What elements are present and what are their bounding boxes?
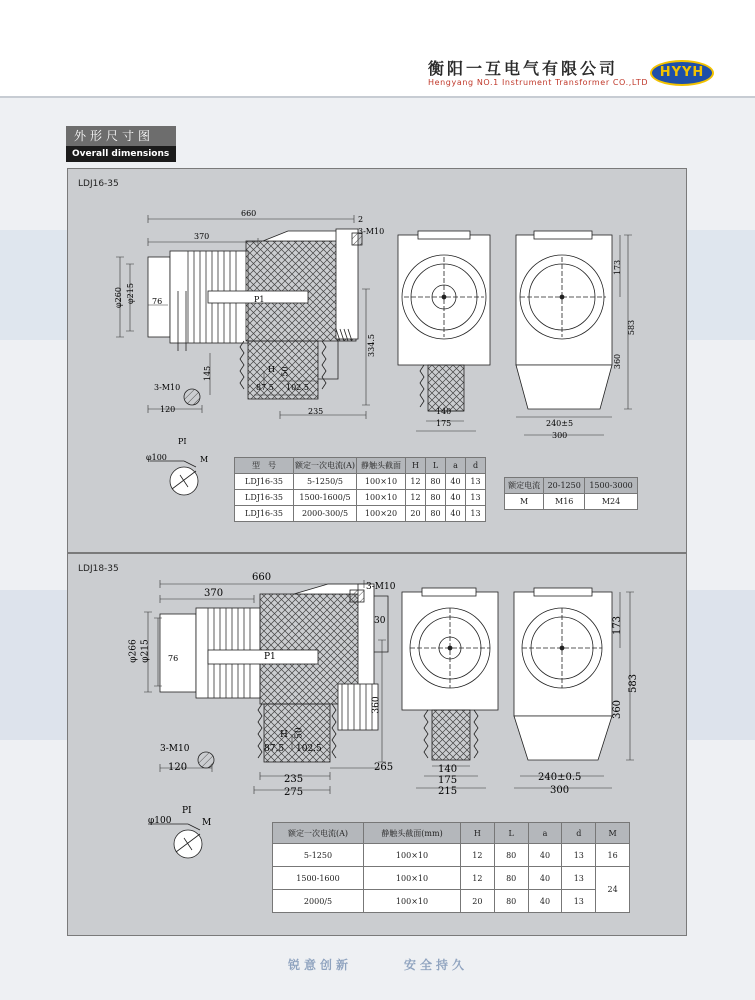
table-cell: 13 (466, 506, 486, 522)
ldj18-detail-m: M (202, 818, 212, 828)
table-header-cell: M (596, 823, 630, 844)
ldj16-dim-50: 50 (280, 366, 290, 377)
table-cell: 12 (406, 474, 426, 490)
table-cell: 40 (528, 867, 562, 890)
table-header-cell: 额定一次电流(A) (294, 458, 357, 474)
table-header-cell: 1500-3000 (585, 478, 638, 494)
ldj16-panel (67, 168, 687, 553)
ldj18-side-view (160, 584, 388, 768)
ldj16-dim-240: 240±5 (546, 419, 574, 428)
company-logo: HYYH (650, 60, 714, 86)
table-header-cell: 静触头截面 (357, 458, 406, 474)
table-cell: 40 (528, 844, 562, 867)
ldj16-side-view (148, 229, 362, 405)
table-cell: 13 (562, 867, 596, 890)
ldj18-p1-detail (148, 824, 202, 858)
ldj18-detail-phi100: φ100 (148, 816, 172, 826)
ldj16-dim-m10-low: 3-M10 (154, 383, 181, 392)
ldj16-dim-173: 173 (613, 259, 623, 276)
ldj16-m-table (504, 477, 638, 510)
ldj18-dim-p1: P1 (264, 652, 276, 662)
table-cell: M (505, 494, 544, 510)
ldj16-dim-660: 660 (241, 209, 257, 218)
table-cell: 20 (406, 506, 426, 522)
table-cell: 20 (461, 890, 495, 913)
table-cell: 80 (494, 844, 528, 867)
table-cell: 100×10 (357, 474, 406, 490)
table-header-cell: H (406, 458, 426, 474)
ldj18-dim-30: 30 (374, 616, 386, 626)
table-cell: 80 (426, 506, 446, 522)
table-header-cell: 额定电流 (505, 478, 544, 494)
ldj18-dim-175: 175 (438, 775, 458, 786)
table-header-cell: 型 号 (235, 458, 294, 474)
table-row (235, 490, 486, 506)
ldj16-p1-detail (150, 461, 198, 495)
ldj18-dim-76: 76 (168, 654, 179, 663)
table-cell: LDJ16-35 (235, 490, 294, 506)
table-cell: 80 (426, 474, 446, 490)
table-cell: 12 (461, 844, 495, 867)
table-header-cell: d (562, 823, 596, 844)
table-cell: 24 (596, 867, 630, 913)
ldj18-dim-h: H (280, 730, 288, 740)
ldj18-dim-265: 265 (374, 762, 394, 773)
header-divider (0, 96, 755, 98)
ldj18-dim-m10-low: 3-M10 (160, 744, 190, 754)
table-cell: 40 (446, 506, 466, 522)
table-cell: 100×10 (364, 844, 461, 867)
ldj16-front-view (398, 231, 490, 431)
table-cell: 2000-300/5 (294, 506, 357, 522)
ldj16-dim-phi260: φ260 (113, 287, 123, 308)
ldj18-dim-140: 140 (438, 764, 458, 775)
table-cell: LDJ16-35 (235, 474, 294, 490)
table-cell: M24 (585, 494, 638, 510)
company-name-en: Hengyang NO.1 Instrument Transformer CO.,LTD (428, 78, 649, 87)
table-cell: 1500-1600/5 (294, 490, 357, 506)
ldj18-dim-phi215: φ215 (140, 639, 151, 663)
ldj18-dim-50: 50 (294, 727, 305, 739)
table-cell: 2000/5 (273, 890, 364, 913)
table-cell: 12 (406, 490, 426, 506)
table-row (505, 494, 638, 510)
ldj18-dim-102-5: 102.5 (296, 744, 322, 754)
ldj18-dim-275: 275 (284, 787, 304, 798)
ldj18-dim-173: 173 (612, 615, 624, 636)
ldj18-spec-table (272, 822, 630, 913)
ldj16-dim-583: 583 (627, 319, 637, 336)
table-cell: 16 (596, 844, 630, 867)
ldj18-detail-pi: PI (182, 806, 192, 816)
table-cell: 1500-1600 (273, 867, 364, 890)
table-header-cell: 静触头截面(mm) (364, 823, 461, 844)
ldj16-dim-2: 2 (358, 215, 364, 224)
section-title-en: Overall dimensions (66, 146, 176, 162)
table-header-cell: d (466, 458, 486, 474)
ldj18-panel (67, 553, 687, 936)
table-header-cell: 额定一次电流(A) (273, 823, 364, 844)
table-cell: 13 (562, 844, 596, 867)
ldj18-dim-240: 240±0.5 (538, 772, 582, 783)
table-cell: 5-1250 (273, 844, 364, 867)
ldj18-dim-360b: 360 (612, 699, 624, 720)
ldj16-dim-h: H (268, 365, 275, 374)
ldj16-dim-76: 76 (152, 297, 163, 306)
ldj18-dim-215: 215 (438, 786, 458, 797)
ldj16-dim-120: 120 (160, 405, 176, 414)
table-cell: 13 (466, 490, 486, 506)
table-cell: M16 (544, 494, 585, 510)
ldj16-dim-145: 145 (203, 365, 213, 382)
table-row (273, 844, 630, 867)
ldj16-dim-102-5: 102.5 (286, 383, 309, 392)
ldj16-dim-87-5: 87.5 (256, 383, 274, 392)
section-title-cn: 外形尺寸图 (66, 126, 176, 146)
ldj16-table-header-row (235, 458, 486, 474)
footer-slogan-left: 锐意创新 (288, 958, 353, 972)
ldj18-dim-300: 300 (550, 785, 570, 796)
table-cell: 100×10 (364, 867, 461, 890)
ldj16-detail-pi: PI (178, 437, 187, 446)
table-cell: 100×20 (357, 506, 406, 522)
ldj16-dim-phi215: φ215 (125, 283, 135, 304)
ldj16-dim-235: 235 (308, 407, 324, 416)
ldj16-dim-p1: P1 (254, 295, 265, 304)
table-cell: 80 (494, 890, 528, 913)
ldj16-detail-phi100: φ100 (146, 453, 167, 462)
table-row (273, 890, 630, 913)
table-header-cell: a (528, 823, 562, 844)
ldj18-dim-360: 360 (371, 696, 382, 714)
table-cell: 100×10 (357, 490, 406, 506)
ldj18-table-header-row (273, 823, 630, 844)
table-cell: 100×10 (364, 890, 461, 913)
table-cell: 40 (446, 490, 466, 506)
ldj18-dim-87-5: 87.5 (264, 744, 285, 754)
ldj18-dim-370: 370 (204, 588, 224, 599)
ldj16-m-table-header-row (505, 478, 638, 494)
table-cell: 80 (426, 490, 446, 506)
table-cell: 13 (466, 474, 486, 490)
ldj16-spec-table (234, 457, 486, 522)
table-row (273, 867, 630, 890)
table-header-cell: a (446, 458, 466, 474)
table-header-cell: L (426, 458, 446, 474)
footer-slogan-right: 安全持久 (404, 958, 469, 972)
table-header-cell: 20-1250 (544, 478, 585, 494)
ldj16-dim-m10: 3-M10 (358, 227, 385, 236)
ldj16-dim-175: 175 (436, 419, 452, 428)
ldj16-detail-m: M (200, 455, 209, 464)
ldj18-model-label: LDJ18-35 (78, 564, 119, 574)
table-cell: 13 (562, 890, 596, 913)
table-header-cell: H (461, 823, 495, 844)
table-cell: 40 (446, 474, 466, 490)
ldj18-dim-phi266: φ266 (128, 639, 139, 663)
ldj18-front-view (402, 588, 498, 788)
table-cell: 40 (528, 890, 562, 913)
ldj16-dim-370: 370 (194, 232, 210, 241)
table-header-cell: L (494, 823, 528, 844)
ldj16-dim-300: 300 (552, 431, 568, 440)
table-cell: 5-1250/5 (294, 474, 357, 490)
table-row (235, 474, 486, 490)
ldj16-dim-140: 140 (436, 407, 452, 416)
ldj18-dim-120: 120 (168, 762, 188, 773)
table-cell: LDJ16-35 (235, 506, 294, 522)
ldj18-dim-235: 235 (284, 774, 304, 785)
ldj16-dim-334-5: 334.5 (366, 334, 376, 357)
table-row (235, 506, 486, 522)
company-name-cn: 衡阳一互电气有限公司 (428, 59, 619, 78)
table-cell: 80 (494, 867, 528, 890)
ldj16-model-label: LDJ16-35 (78, 179, 119, 189)
table-cell: 12 (461, 867, 495, 890)
ldj18-dim-583: 583 (628, 673, 640, 694)
ldj18-dim-660: 660 (252, 572, 272, 583)
ldj18-dim-m10: 3-M10 (366, 582, 396, 592)
ldj16-dim-360: 360 (613, 353, 623, 370)
